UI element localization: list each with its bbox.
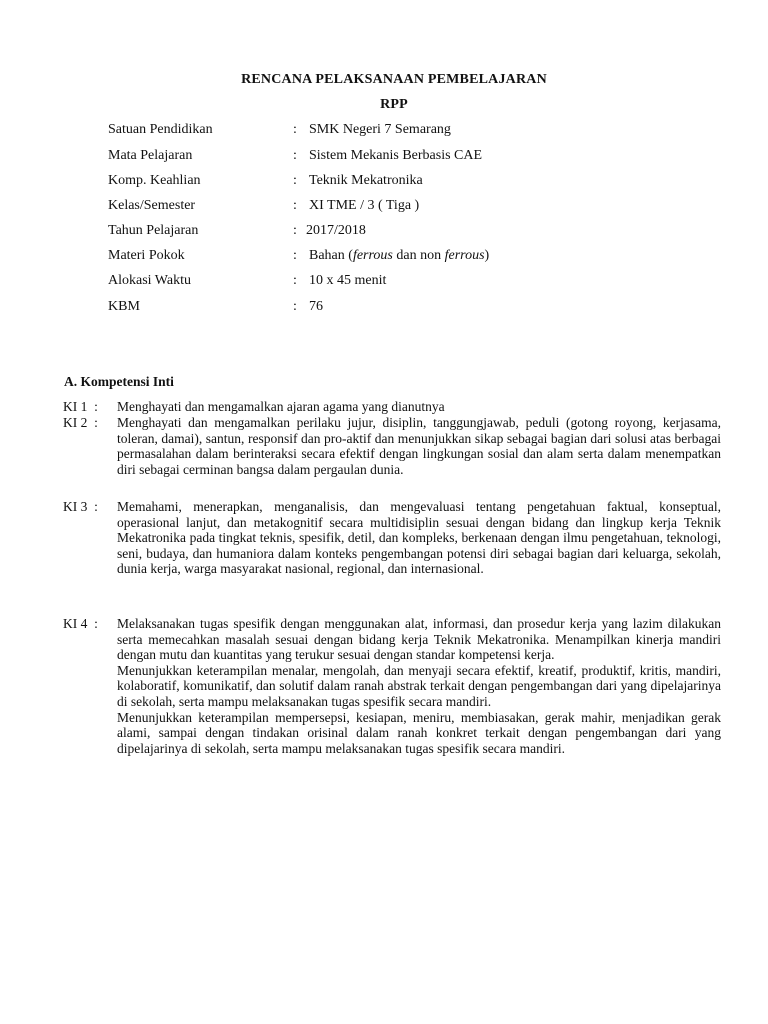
meta-label: Komp. Keahlian [108,173,201,188]
meta-value: Sistem Mekanis Berbasis CAE [309,148,483,163]
meta-value: 10 x 45 menit [309,273,387,288]
meta-label: Kelas/Semester [108,198,196,213]
ki-label: KI 2 : [63,415,98,430]
meta-label: Materi Pokok [108,248,185,263]
ki-paragraph: Memahami, menerapkan, menganalisis, dan mengevaluasi tentang pengetahuan faktual, konseptual, operasional lanjut, dan metakognitif secara multidisiplin sesuai dengan bidang dan lingkup kerja Teknik Mekatronika pada tingkat teknis, spesifik, detil, dan kompleks, berkenaan dengan ilmu pengetahuan, teknologi, seni, budaya, dan humaniora dalam konteks pengembangan potensi diri sebagai bagian dari keluarga, sekolah, dunia kerja, warga masyarakat nasional, regional, dan internasional. [117,499,721,577]
meta-colon: : [293,198,297,213]
ki-text [117,616,721,756]
ki-text [117,499,721,577]
meta-label: KBM [108,299,140,314]
ki-label: KI 3 : [63,499,98,514]
meta-value: 2017/2018 [306,223,366,238]
meta-colon: : [293,148,297,163]
ki-text [117,399,721,415]
meta-label: Tahun Pelajaran [108,223,199,238]
meta-colon: : [293,173,297,188]
meta-label: Satuan Pendidikan [108,122,213,137]
meta-value-part-italic: ferrous [444,248,485,263]
ki-paragraph: Menghayati dan mengamalkan ajaran agama yang dianutnya [117,399,445,414]
ki-label: KI 1 : [63,399,98,414]
meta-colon: : [293,273,297,288]
meta-colon: : [293,223,297,238]
ki-label: KI 4 : [63,616,98,631]
ki-paragraph: Menunjukkan keterampilan menalar, mengolah, dan menyaji secara efektif, kreatif, produktif, kritis, mandiri, kolaboratif, komunikatif, dan solutif dalam ranah abstrak terkait dengan pengembangan dari yang dipelajarinya di sekolah, serta mampu melaksanakan tugas spesifik secara mandiri. [117,662,721,709]
meta-value-part: ) [484,248,490,263]
section-heading: A. Kompetensi Inti [64,374,174,389]
meta-value: SMK Negeri 7 Semarang [309,122,451,137]
meta-colon: : [293,122,297,137]
ki-text [117,415,721,477]
document-title: RENCANA PELAKSANAAN PEMBELAJARAN [241,72,547,87]
meta-value: 76 [309,299,323,314]
ki-paragraph: Menunjukkan keterampilan mempersepsi, kesiapan, meniru, membiasakan, gerak mahir, menjadikan gerak alami, sampai dengan tindakan orisinal dalam ranah konkret terkait dengan pengembangan dari yang dipelajarinya di sekolah, serta mampu melaksanakan tugas spesifik secara mandiri. [117,709,721,756]
meta-value-part: dan non [392,248,445,263]
meta-label: Mata Pelajaran [108,148,193,163]
ki-paragraph: Melaksanakan tugas spesifik dengan menggunakan alat, informasi, dan prosedur kerja yang lazim dilakukan serta memecahkan masalah sesuai dengan bidang kerja Teknik Mekatronika. Menampilkan kinerja mandiri dengan mutu dan kuantitas yang terukur sesuai dengan standar kompetensi kerja. [117,616,721,663]
meta-value: Teknik Mekatronika [309,173,423,188]
meta-value-part-italic: ferrous [352,248,393,263]
meta-value-part: Bahan ( [309,248,353,263]
meta-colon: : [293,248,297,263]
meta-value [309,248,489,264]
meta-label: Alokasi Waktu [108,273,191,288]
document-subtitle: RPP [380,97,408,112]
ki-paragraph: Menghayati dan mengamalkan perilaku jujur, disiplin, tanggungjawab, peduli (gotong royong, kerjasama, toleran, damai), santun, responsif dan pro-aktif dan menunjukkan sikap sebagai bagian dari solusi atas berbagai permasalahan dalam berinteraksi secara efektif dengan lingkungan sosial dan alam serta dalam menempatkan diri sebagai cerminan bangsa dalam pergaulan dunia. [117,415,721,477]
meta-colon: : [293,299,297,314]
meta-value: XI TME / 3 ( Tiga ) [309,198,420,213]
